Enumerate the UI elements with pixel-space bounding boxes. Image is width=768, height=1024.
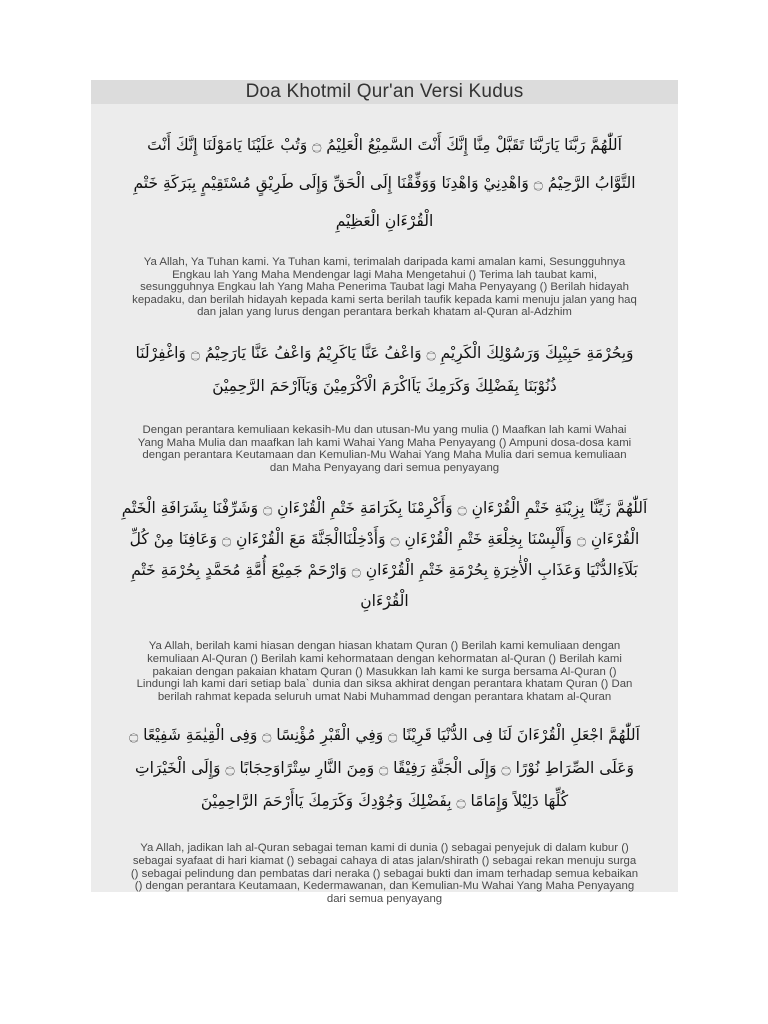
- arabic-line: الْقُرْءَانِ: [360, 592, 409, 611]
- arabic-line: الْقُرْءَانِ الْعَظِيْمِ: [335, 212, 434, 230]
- arabic-line: بَلَآءِالدُّنْيَا وَعَذَابِ الْأٰخِرَةِ بِحُرْمَةِ خَتْمِ الْقُرْءَانِ ۝ وَارْحَمْ جَمِيْعَ أُمَّةِ مُحَمَّدٍ بِحُرْمَةِ خَتْمِ: [131, 561, 638, 580]
- translation-block-1: [99, 256, 670, 319]
- translation-line: () dengan perantara Keutamaan, Kedermawanan, dan Kemulian-Mu Wahai Yang Maha Penyayang: [134, 880, 635, 893]
- arabic-line: اَللّٰهُمَّ اجْعَلِ الْقُرْءَانَ لَنَا فِى الدُّنْيَا قَرِيْنًا ۝ وَفِي الْقَبْرِ مُؤْنِسًا ۝ وَفِى الْقِيٰمَةِ شَفِيْعًا ۝: [129, 726, 640, 745]
- arabic-prayer-block-3: [101, 493, 668, 617]
- arabic-prayer-block-4: [101, 719, 668, 818]
- translation-line: Yang Maha Mulia dan maafkan lah kami Wahai Yang Maha Penyayang () Ampuni dosa-dosa kami: [137, 436, 632, 449]
- translation-line: () sebagai pelindung dan pembatas dari neraka () sebagai bukti dan imam terhadap semua kebaikan: [130, 867, 639, 880]
- translation-line: sebagai syafaat di hari kiamat () sebagai cahaya di atas jalan/shirath () sebagai rekan menuju surga: [132, 854, 637, 867]
- arabic-line: اَللّٰهُمَّ زَيِّنَّا بِزِيْنَةِ خَتْمِ الْقُرْءَانِ ۝ وَأَكْرِمْنَا بِكَرَامَةِ خَتْمِ الْقُرْءَانِ ۝ وَشَرِّفْنَا بِشَرَافَةِ الْخَتْمِ: [121, 499, 648, 518]
- translation-line: Ya Allah, Ya Tuhan kami. Ya Tuhan kami, terimalah daripada kami amalan kami, Sesungguhnya: [143, 256, 626, 268]
- translation-line: Dengan perantara kemuliaan kekasih-Mu dan utusan-Mu yang mulia () Maafkan lah kami Wahai: [142, 423, 627, 436]
- translation-line: Ya Allah, jadikan lah al-Quran sebagai teman kami di dunia () sebagai penyejuk di dalam kubur (): [140, 842, 629, 855]
- title-bar: [91, 80, 678, 104]
- translation-line: kepadaku, dan berilah hidayah kepada kami serta berilah taufik kepada kami menuju jalan yang haq: [132, 293, 637, 306]
- translation-line: dari semua penyayang: [326, 892, 443, 905]
- translation-line: dan jalan yang lurus dengan perantara berkah khatam al-Quran al-Adzhim: [197, 306, 572, 319]
- translation-line: Lindungi lah kami dari setiap bala` dunia dan siksa akhirat dengan perantara khatam Quran () Dan: [136, 678, 633, 691]
- arabic-line: ذُنُوْبَنَا بِفَضْلِكَ وَكَرَمِكَ يَاَاكْرَمَ الْاَكْرَمِيْنَ وَيَاَاَرْحَمَ الرَّحِمِيْنَ: [212, 376, 557, 395]
- arabic-prayer-block-1: [101, 126, 668, 240]
- document-page: [91, 80, 678, 905]
- translation-line: pakaian dengan pakaian khatam Quran () Masukkan lah kami ke surga bersama Al-Quran (): [152, 665, 617, 678]
- arabic-line: وَبِحُرْمَةِ حَبِيْبِكَ وَرَسُوْلِكَ الْكَرِيْمِ ۝ وَاعْفُ عَنَّا يَاكَرِيْمُ وَاعْفُ عَنَّا يَارَحِيْمُ ۝ وَاغْفِرْلَنَا: [135, 343, 634, 362]
- translation-block-4: [99, 842, 670, 905]
- translation-line: berilah rahmat kepada seluruh umat Nabi Muhammad dengan perantara khatam al-Quran: [157, 690, 612, 703]
- arabic-line: التَّوَّابُ الرَّحِيْمُ ۝ وَاهْدِنِيْ وَاهْدِنَا وَوَفِّقْنَا إِلَى الْحَقِّ وَإِلَى طَرِيْقٍ مُسْتَقِيْمٍ بِبَرَكَةِ خَتْمِ: [133, 174, 636, 192]
- page-title: Doa Khotmil Qur'an Versi Kudus: [245, 81, 524, 102]
- translation-line: Engkau lah Yang Maha Mendengar lagi Maha Mengetahui () Terima lah taubat kami,: [172, 268, 597, 281]
- arabic-line: الْقُرْءَانِ ۝ وَأَلْبِسْنَا بِخِلْعَةِ خَتْمِ الْقُرْءَانِ ۝ وَأَدْخِلْنَاالْجَنَّةَ مَعَ الْقُرْءَانِ ۝ وَعَافِنَا مِنْ كُلِّ: [129, 530, 640, 549]
- arabic-line: كُلِّهَا دَلِيْلاً وَإِمَامًا ۝ بِفَضْلِكَ وَجُوْدِكَ وَكَرَمِكَ يَاأَرْحَمَ الرَّاحِمِيْنَ: [200, 792, 569, 811]
- translation-line: kemuliaan Al-Quran () Berilah kami kehormataan dengan kehormatan al-Quran () Berilah kami: [147, 652, 622, 665]
- translation-block-3: [99, 640, 670, 703]
- translation-line: dan Maha Penyayang dari semua penyayang: [269, 461, 500, 474]
- arabic-line: وَعَلَى الصِّرَاطِ نُوْرًا ۝ وَإِلَى الْجَنَّةِ رَفِيْقًا ۝ وَمِنَ النَّارِ سِتْرًاوَحِجَابًا ۝ وَإِلَى الْخَيْرَاتِ: [135, 759, 634, 778]
- arabic-prayer-block-2: [101, 337, 668, 403]
- arabic-line: اَللّٰهُمَّ رَبَّنَا يَارَبَّنَا تَقَبَّلْ مِنَّا إِنَّكَ أَنْتَ السَّمِيْعُ الْعَلِيْمُ ۝ وَتُبْ عَلَيْنَا يَامَوْلَنَا إِنَّكَ أَنْتَ: [147, 136, 622, 154]
- translation-block-2: [99, 424, 670, 474]
- translation-line: sesungguhnya Engkau lah Yang Maha Penerima Taubat lagi Maha Penyayang () Berilah hidayah: [140, 281, 629, 294]
- translation-line: Ya Allah, berilah kami hiasan dengan hiasan khatam Quran () Berilah kami kemuliaan dengan: [148, 640, 621, 653]
- translation-line: dengan perantara Keutamaan dan Kemulian-Mu Wahai Yang Maha Mulia dari semua kemuliaan: [142, 449, 627, 462]
